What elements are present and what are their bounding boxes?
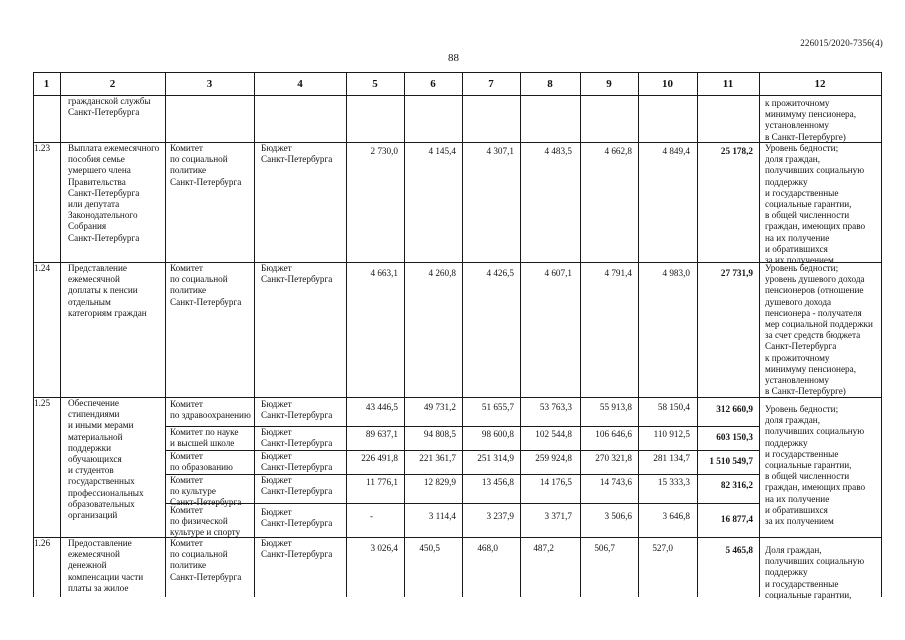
value-cell: 4 260,8 [428, 268, 456, 278]
value-cell: 102 544,8 [535, 429, 572, 439]
value-cell: 110 912,5 [653, 429, 690, 439]
indicator: Уровень бедности; уровень душевого дохода пенсионеров (отношение душевого дохода пенсионера - получателя мер социальной поддержки за счет средств бюджета Санкт-Петербурга к прожиточному минимуму пенсионера, установленному в Санкт-Петербурге) [765, 263, 873, 397]
funding-source: Бюджет Санкт-Петербурга [261, 451, 333, 473]
value-cell: 98 600,8 [481, 429, 514, 439]
value-cell: 53 763,3 [539, 402, 572, 412]
value-cell: 3 114,4 [428, 511, 456, 521]
value-cell: 270 321,8 [595, 453, 632, 463]
header-col-3: 3 [206, 78, 213, 90]
value-cell: 259 924,8 [535, 453, 572, 463]
indicator: Доля граждан, получивших социальную поддержку и государственные социальные гарантии, [765, 545, 865, 600]
value-cell: 12 829,9 [423, 477, 456, 487]
value-cell: 55 913,8 [599, 402, 632, 412]
value-cell: 506,7 [594, 543, 615, 553]
executor: Комитет по физической культуре и спорту [170, 505, 241, 538]
value-cell: 13 456,8 [481, 477, 514, 487]
value-cell: 3 646,8 [662, 511, 690, 521]
header-col-4: 4 [297, 78, 303, 90]
value-cell: 4 307,1 [486, 146, 514, 156]
funding-source: Бюджет Санкт-Петербурга [261, 263, 333, 285]
row-number: 1.26 [34, 538, 51, 548]
executor: Комитет по здравоохранению [170, 399, 251, 421]
value-cell: 94 808,5 [423, 429, 456, 439]
measure-name: Обеспечение стипендиями и иными мерами материальной поддержки обучающихся и студентов государственных профессиональных образовательных организаций [68, 398, 144, 521]
value-cell: 4 662,8 [604, 146, 632, 156]
funding-source: Бюджет Санкт-Петербурга [261, 507, 333, 529]
executor: Комитет по науке и высшей школе [170, 427, 239, 449]
row-number: 1.23 [34, 143, 51, 153]
measure-name: Представление ежемесячной доплаты к пенсии отдельным категориям граждан [68, 263, 147, 318]
value-cell: 226 491,8 [361, 453, 398, 463]
row-number: 1.24 [34, 263, 51, 273]
total-cell: 82 316,2 [720, 480, 753, 490]
indicator: Уровень бедности; доля граждан, получивших социальную поддержку и государственные социальные гарантии, в общей численности граждан, имеющих право на их получение и обратившихся за их получением [765, 143, 866, 266]
funding-source: Бюджет Санкт-Петербурга [261, 538, 333, 560]
value-cell: 468,0 [477, 543, 498, 553]
value-cell: 251 314,9 [477, 453, 514, 463]
value-cell: 3 026,4 [370, 543, 398, 553]
measure-name: Выплата ежемесячного пособия семье умершего члена Правительства Санкт-Петербурга или депутата Законодательного Собрания Санкт-Петербурга [68, 143, 160, 243]
executor: Комитет по социальной политике Санкт-Петербурга [170, 263, 242, 307]
header-col-11: 11 [722, 78, 734, 90]
value-cell: 3 371,7 [544, 511, 572, 521]
total-cell: 312 660,9 [716, 404, 753, 414]
continuation-name: гражданской службы Санкт-Петербурга [68, 96, 151, 118]
total-cell: 603 150,3 [716, 432, 753, 442]
value-cell: 4 607,1 [544, 268, 572, 278]
header-col-1: 1 [43, 78, 50, 90]
measure-name: Предоставление ежемесячной денежной компенсации части платы за жилое [68, 538, 144, 593]
funding-source: Бюджет Санкт-Петербурга [261, 143, 333, 165]
header-col-12: 12 [814, 78, 826, 90]
header-col-10: 10 [662, 78, 673, 90]
value-cell: 4 426,5 [486, 268, 514, 278]
total-cell: 27 731,9 [720, 268, 753, 278]
page-number: 88 [448, 52, 459, 64]
value-cell: 2 730,0 [370, 146, 398, 156]
funding-source: Бюджет Санкт-Петербурга [261, 475, 333, 497]
total-cell: 5 465,8 [725, 545, 753, 555]
value-cell: 58 150,4 [657, 402, 690, 412]
header-col-5: 5 [372, 78, 378, 90]
value-cell: 221 361,7 [419, 453, 456, 463]
value-cell: 4 663,1 [370, 268, 398, 278]
value-cell: 49 731,2 [423, 402, 456, 412]
header-col-2: 2 [109, 78, 116, 90]
value-cell: 3 237,9 [486, 511, 514, 521]
indicator: Уровень бедности; доля граждан, получивших социальную поддержку и государственные социальные гарантии, в общей численности граждан, имеющих право на их получение и обратившихся за их получением [765, 404, 866, 527]
value-cell: 281 134,7 [653, 453, 690, 463]
funding-source: Бюджет Санкт-Петербурга [261, 427, 333, 449]
value-cell: 106 646,6 [595, 429, 632, 439]
total-cell: 16 877,4 [720, 514, 753, 524]
value-cell: 15 333,3 [657, 477, 690, 487]
value-cell: 89 637,1 [365, 429, 398, 439]
value-cell: 450,5 [419, 543, 440, 553]
value-cell: 43 446,5 [365, 402, 398, 412]
value-cell: 3 506,6 [604, 511, 632, 521]
continuation-indicator: к прожиточному минимуму пенсионера, установленному в Санкт-Петербурге) [765, 98, 857, 142]
document-number: 226015/2020-7356(4) [800, 38, 883, 48]
executor: Комитет по образованию [170, 451, 233, 473]
value-cell: 4 483,5 [544, 146, 572, 156]
value-cell: 4 145,4 [428, 146, 456, 156]
value-cell: 527,0 [652, 543, 673, 553]
header-col-9: 9 [606, 78, 612, 90]
value-cell: - [369, 511, 373, 521]
header-col-7: 7 [488, 78, 494, 90]
value-cell: 487,2 [533, 543, 554, 553]
funding-source: Бюджет Санкт-Петербурга [261, 399, 333, 421]
executor: Комитет по социальной политике Санкт-Петербурга [170, 538, 242, 582]
total-cell: 1 510 549,7 [709, 456, 753, 466]
executor: Комитет по социальной политике Санкт-Петербурга [170, 143, 242, 187]
value-cell: 14 176,5 [539, 477, 572, 487]
value-cell: 11 776,1 [366, 477, 398, 487]
header-col-8: 8 [547, 78, 553, 90]
value-cell: 4 791,4 [604, 268, 632, 278]
value-cell: 51 655,7 [481, 402, 514, 412]
executor: Комитет по культуре Санкт-Петербурга [170, 475, 242, 508]
total-cell: 25 178,2 [720, 146, 753, 156]
value-cell: 4 983,0 [662, 268, 690, 278]
value-cell: 14 743,6 [599, 477, 632, 487]
row-number: 1.25 [34, 398, 51, 408]
header-col-6: 6 [430, 78, 436, 90]
value-cell: 4 849,4 [662, 146, 690, 156]
